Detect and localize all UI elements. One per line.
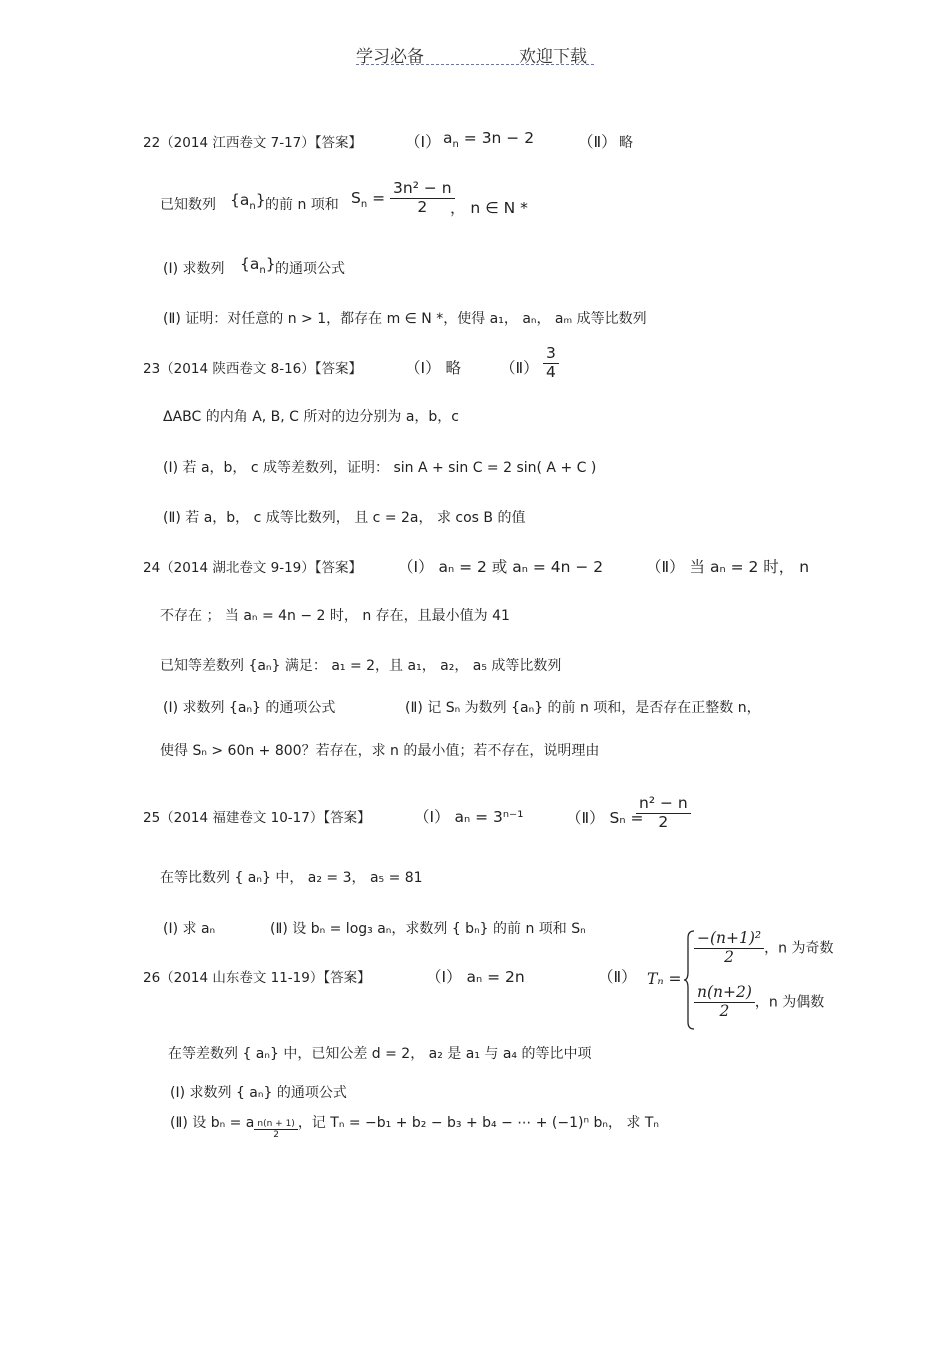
q22-answer2: 略 xyxy=(619,135,633,151)
q24-heading: 24（2014 湖北卷文 9-19）【答案】 xyxy=(143,560,363,576)
header-left: 学习必备 xyxy=(356,47,424,67)
q25-stem: 在等比数列 { aₙ} 中， a₂ = 3， a₅ = 81 xyxy=(160,870,423,886)
q26-heading: 26（2014 山东卷文 11-19）【答案】 xyxy=(143,970,371,986)
header-divider xyxy=(356,64,594,65)
q24-part1: (Ⅰ) 求数列 {aₙ} 的通项公式 xyxy=(163,700,336,716)
q26-case2: $\frac{n(n+2)}{2}$ ，n 为偶数 xyxy=(694,984,824,1021)
q26-tn-label: Tₙ = xyxy=(647,970,682,988)
q24-stem: 已知等差数列 {aₙ} 满足： a₁ = 2，且 a₁， a₂， a₅ 成等比数列 xyxy=(160,658,562,674)
q22-part1-label: （Ⅰ） xyxy=(405,133,441,151)
q26-part2-label: （Ⅱ） xyxy=(598,968,637,986)
q23-part1: (Ⅰ) 若 a，b， c 成等差数列，证明： sin A + sin C = 2 sin( A + C ) xyxy=(163,460,597,476)
q25-answer2-frac: $\frac{\text{n² − n}}{2}$ xyxy=(636,795,691,832)
q24-part2-cont: 使得 Sₙ > 60n + 800？若存在，求 n 的最小值；若不存在，说明理由 xyxy=(160,743,600,759)
q23-stem: ΔABC 的内角 A, B, C 所对的边分别为 a，b，c xyxy=(163,409,460,425)
q26-stem: 在等差数列 { aₙ} 中，已知公差 d = 2， a₂ 是 a₁ 与 a₄ 的等比中项 xyxy=(168,1046,592,1062)
q26-case1: $\frac{\text{−(n+1)²}}{2}$ ，n 为奇数 xyxy=(694,930,833,967)
q22-heading: 22（2014 江西卷文 7-17）【答案】 xyxy=(143,135,363,151)
q23-answer2-frac: $\frac{3}{4}$ xyxy=(543,345,559,382)
q22-part2: (Ⅱ) 证明：对任意的 n > 1，都存在 m ∈ N *，使得 a₁， aₙ， aₘ 成等比数列 xyxy=(163,311,647,327)
q23-heading: 23（2014 陕西卷文 8-16）【答案】 xyxy=(143,361,363,377)
q24-part2: (Ⅱ) 记 Sₙ 为数列 {aₙ} 的前 n 项和，是否存在正整数 n， xyxy=(405,700,761,716)
q22-stem-a: 已知数列 xyxy=(160,197,216,213)
q24-answer1: （Ⅰ） aₙ = 2 或 aₙ = 4n − 2 xyxy=(398,558,604,576)
q23-part2-label: （Ⅱ） xyxy=(500,359,539,377)
q22-part2-label: （Ⅱ） xyxy=(578,133,617,151)
header-right: 欢迎下载 xyxy=(519,47,587,67)
q22-seq-an: $\{a_n\}$ xyxy=(230,191,266,213)
q25-answer1: （Ⅰ） aₙ = 3ⁿ⁻¹ xyxy=(414,808,524,826)
q23-part2: (Ⅱ) 若 a，b， c 成等比数列， 且 c = 2a， 求 cos B 的值 xyxy=(163,510,526,526)
q24-answer2-cont: 不存在 ； 当 aₙ = 4n − 2 时， n 存在，且最小值为 41 xyxy=(160,608,510,624)
q23-answer1: （Ⅰ） 略 xyxy=(405,359,461,377)
q26-part1: (Ⅰ) 求数列 { aₙ} 的通项公式 xyxy=(170,1085,347,1101)
q22-stem-c: ， n ∈ N * xyxy=(450,199,528,217)
q25-heading: 25（2014 福建卷文 10-17）【答案】 xyxy=(143,810,371,826)
q25-part2: (Ⅱ) 设 bₙ = log₃ aₙ，求数列 { bₙ} 的前 n 项和 Sₙ xyxy=(270,921,586,937)
q22-part1-seq: $\{a_n\}$ xyxy=(240,255,276,277)
q26-answer1: （Ⅰ） aₙ = 2n xyxy=(426,968,525,986)
q22-sn-formula: $S_n$ = $\frac{\text{3n² − n}}{2}$ xyxy=(351,180,455,217)
q24-answer2: （Ⅱ） 当 aₙ = 2 时， n xyxy=(646,558,810,576)
q22-part1-tail: 的通项公式 xyxy=(275,261,345,277)
q25-part1: (Ⅰ) 求 aₙ xyxy=(163,921,216,937)
q22-stem-b: 的前 n 项和 xyxy=(265,197,339,213)
q26-part2: (Ⅱ) 设 bₙ = a $\frac{n(n + 1)}{2}$ ，记 Tₙ = −b₁ + b₂ − b₃ + b₄ − ⋯ + (−1)ⁿ bₙ， 求 Tₙ xyxy=(170,1115,659,1140)
q22-part1: (Ⅰ) 求数列 xyxy=(163,261,225,277)
q22-answer1: $a_n = 3n - 2$ xyxy=(443,129,535,151)
q25-answer2: （Ⅱ） Sₙ = xyxy=(566,809,644,827)
